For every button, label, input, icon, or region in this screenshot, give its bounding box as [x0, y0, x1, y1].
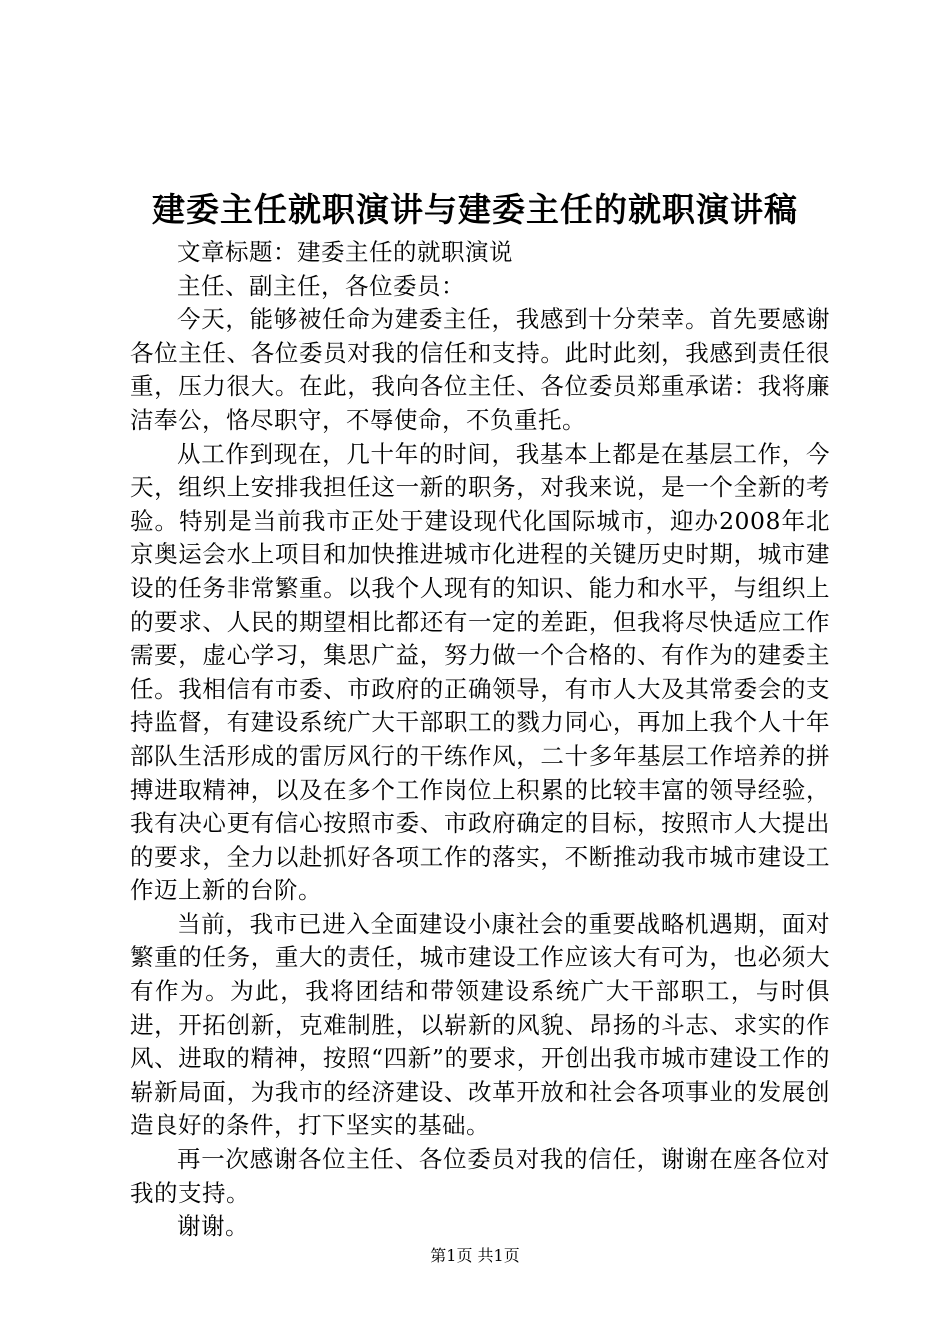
paragraph-1: 今天，能够被任命为建委主任，我感到十分荣幸。首先要感谢各位主任、各位委员对我的信任和支持。此时此刻，我感到责任很重，压力很大。在此，我向各位主任、各位委员郑重承诺：我将廉洁奉公，恪尽职守，不辱使命，不负重托。 — [130, 305, 830, 434]
document-title: 建委主任就职演讲与建委主任的就职演讲稿 — [152, 190, 798, 229]
paragraph-3: 当前，我市已进入全面建设小康社会的重要战略机遇期，面对繁重的任务，重大的责任，城市建设工作应该大有可为，也必须大有作为。为此，我将团结和带领建设系统广大干部职工，与时俱进，开拓创新，克难制胜，以崭新的风貌、昂扬的斗志、求实的作风、进取的精神，按照“四新”的要求，开创出我市城市建设工作的崭新局面，为我市的经济建设、改革开放和社会各项事业的发展创造良好的条件，打下坚实的基础。 — [130, 909, 830, 1140]
paragraph-article-title: 文章标题：建委主任的就职演说 — [177, 238, 513, 266]
document-body — [130, 236, 830, 1244]
paragraph-4: 再一次感谢各位主任、各位委员对我的信任，谢谢在座各位对我的支持。 — [130, 1145, 830, 1207]
paragraph-2: 从工作到现在，几十年的时间，我基本上都是在基层工作，今天，组织上安排我担任这一新的职务，对我来说，是一个全新的考验。特别是当前我市正处于建设现代化国际城市，迎办2008年北京奥运会水上项目和加快推进城市化进程的关键历史时期，城市建设的任务非常繁重。以我个人现有的知识、能力和水平，与组织上的要求、人民的期望相比都还有一定的差距，但我将尽快适应工作需要，虚心学习，集思广益，努力做一个合格的、有作为的建委主任。我相信有市委、市政府的正确领导，有市人大及其常委会的支持监督，有建设系统广大干部职工的戮力同心，再加上我个人十年部队生活形成的雷厉风行的干练作风，二十多年基层工作培养的拼搏进取精神，以及在多个工作岗位上积累的比较丰富的领导经验，我有决心更有信心按照市委、市政府确定的目标，按照市人大提出的要求，全力以赴抓好各项工作的落实，不断推动我市城市建设工作迈上新的台阶。 — [130, 439, 830, 905]
paragraph-salutation: 主任、副主任，各位委员： — [177, 271, 465, 300]
page-number-footer: 第1页 共1页 — [430, 1246, 520, 1265]
paragraph-closing: 谢谢。 — [177, 1212, 249, 1241]
